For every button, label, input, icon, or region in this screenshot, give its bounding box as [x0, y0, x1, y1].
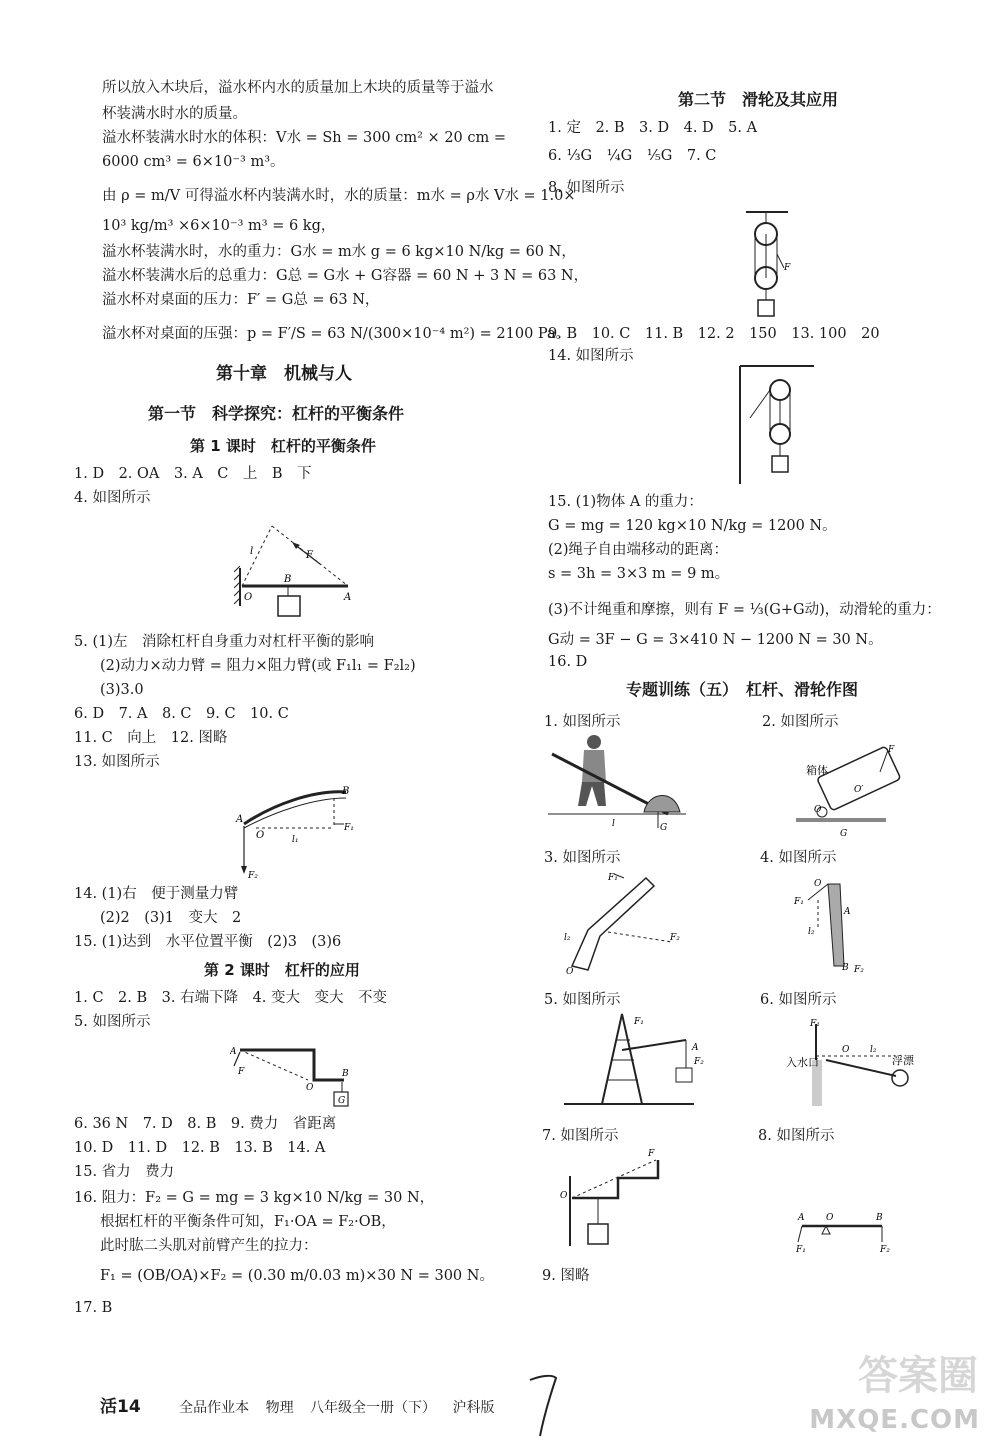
- svg-text:l₂: l₂: [808, 927, 815, 937]
- figure-caption: 1. 如图所示: [544, 714, 621, 730]
- worker-lever-diagram: [548, 732, 688, 832]
- svg-text:F₁: F₁: [794, 897, 804, 907]
- figure-caption: 2. 如图所示: [762, 714, 839, 730]
- svg-text:F: F: [238, 1067, 245, 1077]
- svg-text:F₁: F₁: [810, 1019, 820, 1029]
- svg-text:B: B: [842, 963, 849, 973]
- svg-text:A: A: [844, 907, 851, 917]
- svg-text:B: B: [876, 1213, 883, 1223]
- text-line: 溢水杯对桌面的压强：p = F′/S = 63 N/(300×10⁻⁴ m²) = 2100 Pa。: [102, 326, 571, 342]
- answer-line: (2)绳子自由端移动的距离：: [548, 542, 729, 558]
- text-line: 溢水杯装满水后的总重力：G总 = G水 + G容器 = 60 N + 3 N = 63 N，: [102, 268, 589, 284]
- answer-line: 4. 如图所示: [74, 490, 151, 506]
- answer-line: G动 = 3F − G = 3×410 N − 1200 N = 30 N。: [548, 632, 883, 648]
- figure-caption: 4. 如图所示: [760, 850, 837, 866]
- svg-text:F: F: [648, 1149, 655, 1159]
- book-title: 全品作业本: [179, 1400, 250, 1416]
- vertical-lever-diagram: [788, 870, 888, 976]
- answer-line: 此时肱二头肌对前臂产生的拉力：: [100, 1238, 318, 1254]
- svg-text:F: F: [888, 745, 895, 755]
- svg-text:l: l: [250, 546, 254, 557]
- float-label: 浮漂: [892, 1054, 914, 1067]
- svg-text:A: A: [230, 1047, 237, 1057]
- handwriting-seven-icon: [526, 1370, 566, 1440]
- grade: 八年级全一册（下）: [310, 1400, 437, 1416]
- curved-lever-diagram: [234, 784, 364, 880]
- answer-line: 8. 如图所示: [548, 180, 625, 196]
- svg-text:B: B: [342, 786, 350, 797]
- svg-text:O: O: [306, 1083, 314, 1093]
- answer-line: 16. D: [548, 654, 588, 670]
- answer-line: (3)不计绳重和摩擦，则有 F = ⅓(G+G动)，动滑轮的重力：: [548, 602, 941, 618]
- svg-text:F₁: F₁: [796, 1245, 806, 1255]
- answer-line: s = 3h = 3×3 m = 9 m。: [548, 566, 730, 582]
- section-title: 第一节 科学探究：杠杆的平衡条件: [148, 404, 405, 423]
- float-valve-diagram: [786, 1016, 926, 1112]
- answer-line: F₁ = (OB/OA)×F₂ = (0.30 m/0.03 m)×30 N = 300 N。: [100, 1268, 494, 1284]
- answer-line: 15. (1)达到 水平位置平衡 (2)3 (3)6: [74, 934, 342, 950]
- svg-text:O: O: [826, 1213, 834, 1223]
- svg-text:l₁: l₁: [292, 835, 299, 845]
- text-line: 10³ kg/m³ ×6×10⁻³ m³ = 6 kg，: [102, 218, 336, 234]
- svg-text:O: O: [842, 1045, 850, 1055]
- svg-text:O: O: [566, 967, 574, 976]
- svg-text:l: l: [612, 819, 615, 829]
- svg-text:O: O: [244, 592, 253, 603]
- answer-line: (2)动力×动力臂 = 阻力×阻力臂(或 F₁l₁ = F₂l₂): [100, 658, 416, 674]
- text-line: 所以放入木块后，溢水杯内水的质量加上木块的质量等于溢水: [102, 80, 494, 96]
- text-line: 溢水杯装满水时，水的重力：G水 = m水 g = 6 kg×10 N/kg = 60 N，: [102, 244, 576, 260]
- svg-text:O: O: [256, 830, 265, 841]
- chapter-title: 第十章 机械与人: [216, 364, 352, 384]
- pulley-wall-diagram: [734, 364, 824, 488]
- answer-line: 14. 如图所示: [548, 348, 634, 364]
- zigzag-lever-diagram: [558, 1146, 678, 1254]
- answer-line: 17. B: [74, 1300, 113, 1316]
- crane-diagram: [562, 1010, 712, 1110]
- svg-text:F₁: F₁: [608, 873, 618, 883]
- box-lever-diagram: [796, 742, 916, 838]
- svg-text:F₂: F₂: [694, 1057, 704, 1067]
- answer-line: 13. 如图所示: [74, 754, 160, 770]
- pulley-diagram: [744, 208, 804, 320]
- svg-text:F₂: F₂: [854, 965, 864, 975]
- svg-text:B: B: [342, 1069, 349, 1079]
- lesson-title: 第 1 课时 杠杆的平衡条件: [190, 437, 376, 455]
- lever-diagram: [234, 516, 364, 626]
- text-line: 溢水杯装满水时水的体积：V水 = Sh = 300 cm² × 20 cm =: [102, 130, 507, 146]
- figure-caption: 3. 如图所示: [544, 850, 621, 866]
- answer-line: 9. B 10. C 11. B 12. 2 150 13. 100 20: [548, 326, 880, 342]
- svg-text:F₂: F₂: [880, 1245, 890, 1255]
- inlet-label: 入水口: [786, 1056, 819, 1069]
- page-footer: [100, 1392, 506, 1417]
- svg-text:A: A: [692, 1043, 699, 1053]
- answer-line: 1. 定 2. B 3. D 4. D 5. A: [548, 120, 758, 136]
- figure-caption: 6. 如图所示: [760, 992, 837, 1008]
- watermark-text: MXQE.COM: [809, 1405, 980, 1435]
- svg-text:O: O: [814, 805, 822, 815]
- answer-line: 15. 省力 费力: [74, 1164, 175, 1180]
- watermark-logo: 答案圈: [858, 1353, 978, 1399]
- answer-line: 6. ⅓G ¼G ⅕G 7. C: [548, 148, 717, 164]
- svg-text:F₂: F₂: [248, 871, 258, 880]
- subject: 物理: [265, 1400, 294, 1416]
- text-line: 溢水杯对桌面的压力：F′ = G总 = 63 N，: [102, 292, 380, 308]
- seesaw-lever-diagram: [796, 1206, 896, 1256]
- answer-line: 6. D 7. A 8. C 9. C 10. C: [74, 706, 289, 722]
- answer-line: 5. 如图所示: [74, 1014, 151, 1030]
- svg-text:G: G: [840, 829, 848, 838]
- bent-lever-diagram: [230, 1040, 360, 1112]
- figure-caption: 8. 如图所示: [758, 1128, 835, 1144]
- svg-text:A: A: [236, 814, 244, 825]
- handwritten-number: [526, 1370, 566, 1444]
- section-title: 第二节 滑轮及其应用: [678, 90, 839, 109]
- svg-text:G: G: [660, 823, 668, 832]
- section-title: 专题训练（五） 杠杆、滑轮作图: [626, 680, 859, 699]
- svg-text:G: G: [338, 1096, 346, 1106]
- svg-text:l₂: l₂: [870, 1045, 877, 1055]
- answer-line: 16. 阻力：F₂ = G = mg = 3 kg×10 N/kg = 30 N，: [74, 1190, 435, 1206]
- svg-text:O′: O′: [854, 785, 864, 795]
- svg-text:A: A: [798, 1213, 805, 1223]
- page-number: 活14: [100, 1397, 141, 1417]
- svg-text:F: F: [306, 550, 313, 561]
- svg-text:A: A: [344, 592, 352, 603]
- answer-line: 根据杠杆的平衡条件可知，F₁·OA = F₂·OB，: [100, 1214, 396, 1230]
- answer-line: G = mg = 120 kg×10 N/kg = 1200 N。: [548, 518, 837, 534]
- answer-line: 11. C 向上 12. 图略: [74, 730, 228, 746]
- edition: 沪科版: [452, 1400, 495, 1416]
- text-line: 6000 cm³ = 6×10⁻³ m³。: [102, 154, 285, 170]
- figure-caption: 5. 如图所示: [544, 992, 621, 1008]
- answer-line: 9. 图略: [542, 1268, 590, 1284]
- answer-line: 1. D 2. OA 3. A C 上 B 下: [74, 466, 312, 482]
- figure-caption: 7. 如图所示: [542, 1128, 619, 1144]
- svg-text:F₂: F₂: [670, 933, 680, 943]
- text-line: 杯装满水时水的质量。: [102, 106, 247, 122]
- answer-line: 1. C 2. B 3. 右端下降 4. 变大 变大 不变: [74, 990, 388, 1006]
- svg-text:F₁: F₁: [344, 823, 354, 833]
- text-line: 由 ρ = m/V 可得溢水杯内装满水时，水的质量：m水 = ρ水 V水 = 1.0×: [102, 188, 576, 204]
- answer-line: 6. 36 N 7. D 8. B 9. 费力 省距离: [74, 1116, 337, 1132]
- angle-lever-diagram: [558, 870, 688, 976]
- answer-line: 15. (1)物体 A 的重力：: [548, 494, 703, 510]
- svg-text:F: F: [784, 263, 791, 273]
- svg-text:O: O: [560, 1191, 568, 1201]
- answer-line: 14. (1)右 便于测量力臂: [74, 886, 239, 902]
- answer-line: 10. D 11. D 12. B 13. B 14. A: [74, 1140, 326, 1156]
- svg-text:B: B: [284, 574, 292, 585]
- box-label: 箱体: [806, 764, 828, 777]
- answer-line: 5. (1)左 消除杠杆自身重力对杠杆平衡的影响: [74, 634, 374, 650]
- svg-text:O: O: [814, 879, 822, 889]
- svg-text:F₁: F₁: [634, 1017, 644, 1027]
- svg-text:l₂: l₂: [564, 933, 571, 943]
- answer-line: (3)3.0: [100, 682, 144, 698]
- answer-line: (2)2 (3)1 变大 2: [100, 910, 242, 926]
- lesson-title: 第 2 课时 杠杆的应用: [204, 961, 360, 979]
